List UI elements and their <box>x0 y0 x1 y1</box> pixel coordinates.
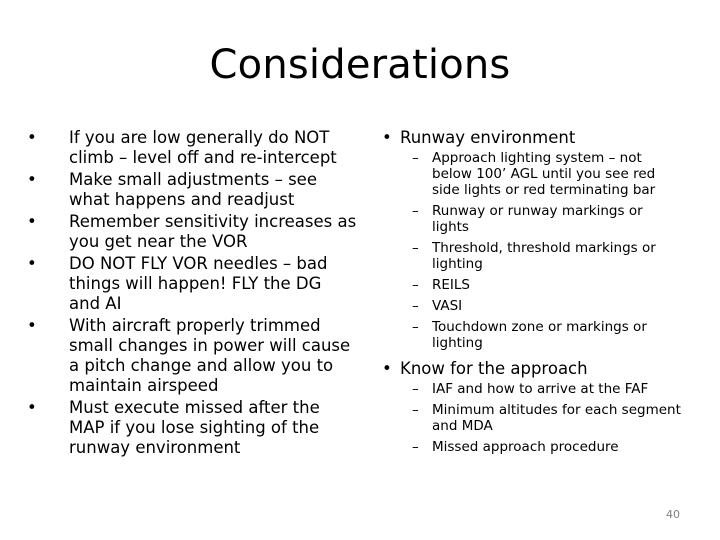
bullet-dot-icon: • <box>27 398 37 417</box>
sub-bullet-item <box>400 402 682 434</box>
page-number: 40 <box>666 508 680 521</box>
sub-bullet-list <box>400 381 682 455</box>
sub-bullet-item <box>400 319 682 351</box>
sub-bullet-list <box>400 150 682 351</box>
bullet-dot-icon: • <box>382 128 392 147</box>
left-bullet-item <box>27 212 357 252</box>
dash-icon: – <box>412 150 419 166</box>
sub-bullet-item <box>400 203 682 235</box>
dash-icon: – <box>412 298 419 314</box>
group-heading: Know for the approach <box>400 359 588 378</box>
left-bullet-item <box>27 170 357 210</box>
bullet-dot-icon: • <box>27 316 37 335</box>
sub-bullet-text: Runway or runway markings or lights <box>432 203 643 235</box>
sub-bullet-item <box>400 277 682 293</box>
sub-bullet-item <box>400 381 682 397</box>
left-bullet-item <box>27 316 357 396</box>
left-bullet-list <box>27 128 357 460</box>
group-heading: Runway environment <box>400 128 576 147</box>
right-bullet-list <box>382 128 682 460</box>
bullet-text: With aircraft properly trimmed small changes in power will cause a pitch change and allow you to maintain airspeed <box>69 316 351 395</box>
sub-bullet-item <box>400 150 682 198</box>
bullet-dot-icon: • <box>27 212 37 231</box>
bullet-dot-icon: • <box>27 254 37 273</box>
dash-icon: – <box>412 203 419 219</box>
bullet-dot-icon: • <box>27 170 37 189</box>
bullet-text: Remember sensitivity increases as you get near the VOR <box>69 212 357 251</box>
dash-icon: – <box>412 277 419 293</box>
sub-bullet-text: Minimum altitudes for each segment and MDA <box>432 402 681 434</box>
bullet-dot-icon: • <box>382 359 392 378</box>
dash-icon: – <box>412 402 419 418</box>
left-bullet-item <box>27 398 357 458</box>
right-bullet-group <box>382 128 682 351</box>
bullet-dot-icon: • <box>27 128 37 147</box>
sub-bullet-text: Touchdown zone or markings or lighting <box>432 319 647 351</box>
sub-bullet-item <box>400 298 682 314</box>
bullet-text: Must execute missed after the MAP if you lose sighting of the runway environment <box>69 398 320 457</box>
sub-bullet-text: Threshold, threshold markings or lighting <box>432 240 656 272</box>
right-bullet-group <box>382 359 682 455</box>
dash-icon: – <box>412 439 419 455</box>
dash-icon: – <box>412 381 419 397</box>
sub-bullet-item <box>400 240 682 272</box>
bullet-text: DO NOT FLY VOR needles – bad things will happen! FLY the DG and AI <box>69 254 328 313</box>
sub-bullet-text: IAF and how to arrive at the FAF <box>432 381 649 397</box>
sub-bullet-text: Missed approach procedure <box>432 439 619 455</box>
left-bullet-item <box>27 128 357 168</box>
bullet-text: Make small adjustments – see what happens and readjust <box>69 170 317 209</box>
sub-bullet-text: VASI <box>432 298 463 314</box>
sub-bullet-item <box>400 439 682 455</box>
sub-bullet-text: Approach lighting system – not below 100’ AGL until you see red side lights or red terminating bar <box>432 150 656 198</box>
slide-title: Considerations <box>209 42 511 88</box>
bullet-text: If you are low generally do NOT climb – level off and re-intercept <box>69 128 337 167</box>
dash-icon: – <box>412 240 419 256</box>
dash-icon: – <box>412 319 419 335</box>
sub-bullet-text: REILS <box>432 277 470 293</box>
left-bullet-item <box>27 254 357 314</box>
